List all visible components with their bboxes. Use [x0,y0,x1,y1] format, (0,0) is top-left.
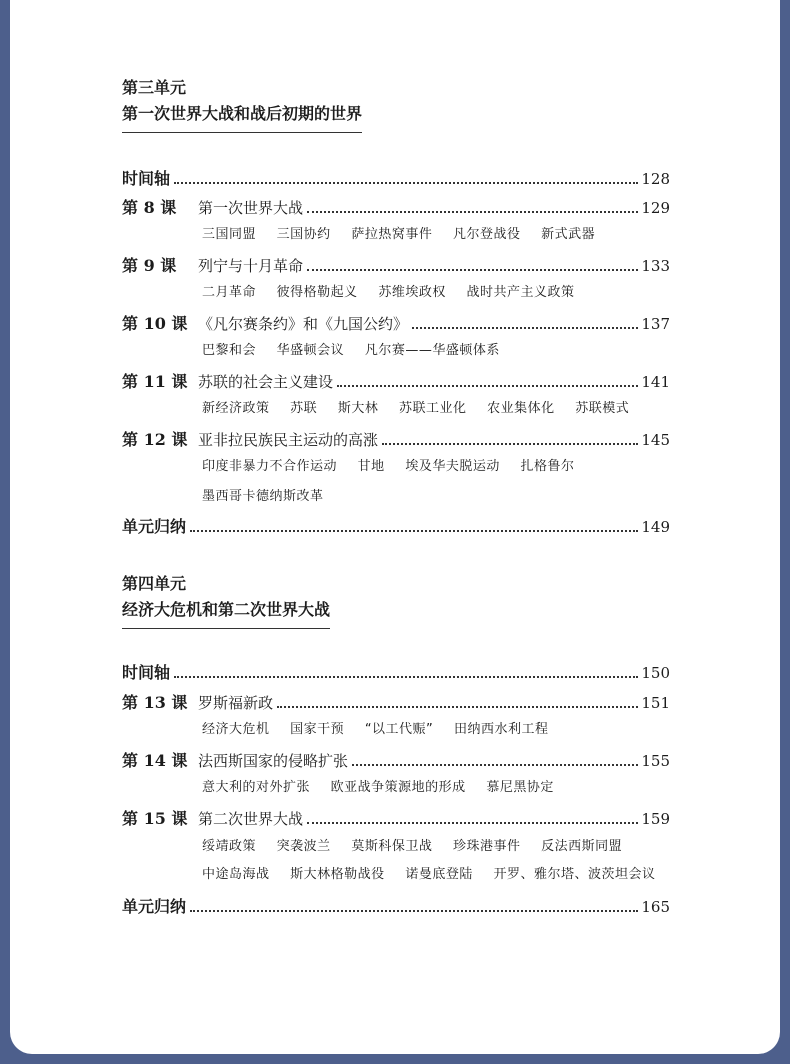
lesson-entry[interactable] [122,427,670,451]
unit-title: 第一次世界大战和战后初期的世界 [122,104,362,133]
lesson-label: 第 15 课 [122,809,188,828]
topic: 开罗、雅尔塔、波茨坦会议 [493,867,656,882]
entry-label: 时间轴 [122,169,171,188]
lesson-title: 苏联的社会主义建设 [198,373,334,391]
topic: 三国协约 [276,227,331,242]
page-number: 137 [641,315,670,333]
lesson-entry[interactable] [122,253,670,277]
topic: 二月革命 [202,285,257,300]
timeline-entry[interactable] [122,660,670,684]
topic-line [202,488,340,506]
dot-leader [337,385,638,387]
topic: 苏联模式 [575,401,630,416]
lesson-entry[interactable] [122,748,670,772]
lesson-title: 亚非拉民族民主运动的高涨 [198,431,379,449]
dot-leader [307,822,638,824]
topic: 萨拉热窝事件 [351,227,433,242]
unit-label: 第三单元 [122,78,187,97]
dot-leader [307,211,638,213]
topic: 反法西斯同盟 [541,839,623,854]
timeline-entry[interactable] [122,166,670,190]
topic: 苏联工业化 [398,401,467,416]
unit-header [122,574,330,629]
topic-line [202,866,671,884]
dot-leader [412,327,638,329]
lesson-label: 第 12 课 [122,430,188,449]
lesson-label: 第 14 课 [122,751,188,770]
topic-line [202,838,638,856]
dot-leader [190,530,638,532]
page-number: 150 [641,664,670,682]
page-number: 129 [641,199,670,217]
dot-leader [174,182,638,184]
topic: 墨西哥卡德纳斯改革 [202,489,324,504]
topic: 凡尔登战役 [452,227,521,242]
page-number: 159 [641,810,670,828]
topic: 意大利的对外扩张 [202,780,311,795]
entry-label: 单元归纳 [122,517,187,536]
page-number: 133 [641,257,670,275]
page-number: 145 [641,431,670,449]
topic: 突袭波兰 [276,839,331,854]
dot-leader [190,910,638,912]
lesson-entry[interactable] [122,806,670,830]
unit-label: 第四单元 [122,574,187,593]
page-number: 141 [641,373,670,391]
topic-line [202,779,570,797]
topic-line [202,226,611,244]
topic: 苏维埃政权 [378,285,446,300]
page-number: 155 [641,752,670,770]
topic: “以工代赈” [364,722,434,737]
topic: 新式武器 [541,227,596,242]
topic-line [202,342,516,360]
topic-line [202,400,645,418]
topic: 斯大林格勒战役 [290,867,385,882]
topic-line [202,721,564,739]
page-number: 149 [641,518,670,536]
summary-entry[interactable] [122,514,670,538]
topic: 印度非暴力不合作运动 [202,459,338,474]
topic: 珍珠港事件 [452,839,521,854]
dot-leader [352,764,638,766]
lesson-label: 第 8 课 [122,198,177,217]
lesson-label: 第 11 课 [122,372,188,391]
topic: 农业集体化 [487,401,555,416]
lesson-label: 第 9 课 [122,256,177,275]
topic: 斯大林 [337,401,379,416]
lesson-title: 第一次世界大战 [198,199,304,217]
topic: 扎格鲁尔 [520,459,575,474]
topic: 苏联 [290,401,318,416]
lesson-title: 第二次世界大战 [198,810,304,828]
page-number: 128 [641,170,670,188]
lesson-title: 法西斯国家的侵略扩张 [198,752,349,770]
entry-label: 时间轴 [122,663,171,682]
topic: 三国同盟 [202,227,257,242]
topic-line [202,284,590,302]
lesson-title: 《凡尔赛条约》和《九国公约》 [198,315,409,333]
lesson-entry[interactable] [122,195,670,219]
lesson-entry[interactable] [122,690,670,714]
topic: 新经济政策 [202,401,270,416]
summary-entry[interactable] [122,894,670,918]
topic: 欧亚战争策源地的形成 [330,780,466,795]
entry-label: 单元归纳 [122,897,187,916]
topic: 慕尼黑协定 [486,780,554,795]
lesson-label: 第 10 课 [122,314,188,333]
topic: 绥靖政策 [202,839,257,854]
lesson-entry[interactable] [122,369,670,393]
topic: 国家干预 [290,722,345,737]
page-number: 151 [641,694,670,712]
topic: 田纳西水利工程 [453,722,549,737]
lesson-title: 列宁与十月革命 [198,257,304,275]
topic: 凡尔赛——华盛顿体系 [364,343,500,358]
topic: 经济大危机 [202,722,270,737]
lesson-entry[interactable] [122,311,670,335]
topic: 埃及华夫脱运动 [405,459,500,474]
topic: 彼得格勒起义 [276,285,358,300]
page-number: 165 [641,898,670,916]
lesson-label: 第 13 课 [122,693,188,712]
topic: 战时共产主义政策 [466,285,575,300]
dot-leader [307,269,638,271]
topic: 诺曼底登陆 [405,867,473,882]
topic: 莫斯科保卫战 [351,839,433,854]
topic: 巴黎和会 [202,343,257,358]
dot-leader [382,443,638,445]
topic: 甘地 [357,459,385,474]
topic-line [202,458,590,476]
dot-leader [277,706,638,708]
dot-leader [174,676,638,678]
unit-title: 经济大危机和第二次世界大战 [122,600,330,629]
unit-header [122,78,362,133]
topic: 华盛顿会议 [276,343,345,358]
topic: 中途岛海战 [202,867,270,882]
lesson-title: 罗斯福新政 [198,694,274,712]
